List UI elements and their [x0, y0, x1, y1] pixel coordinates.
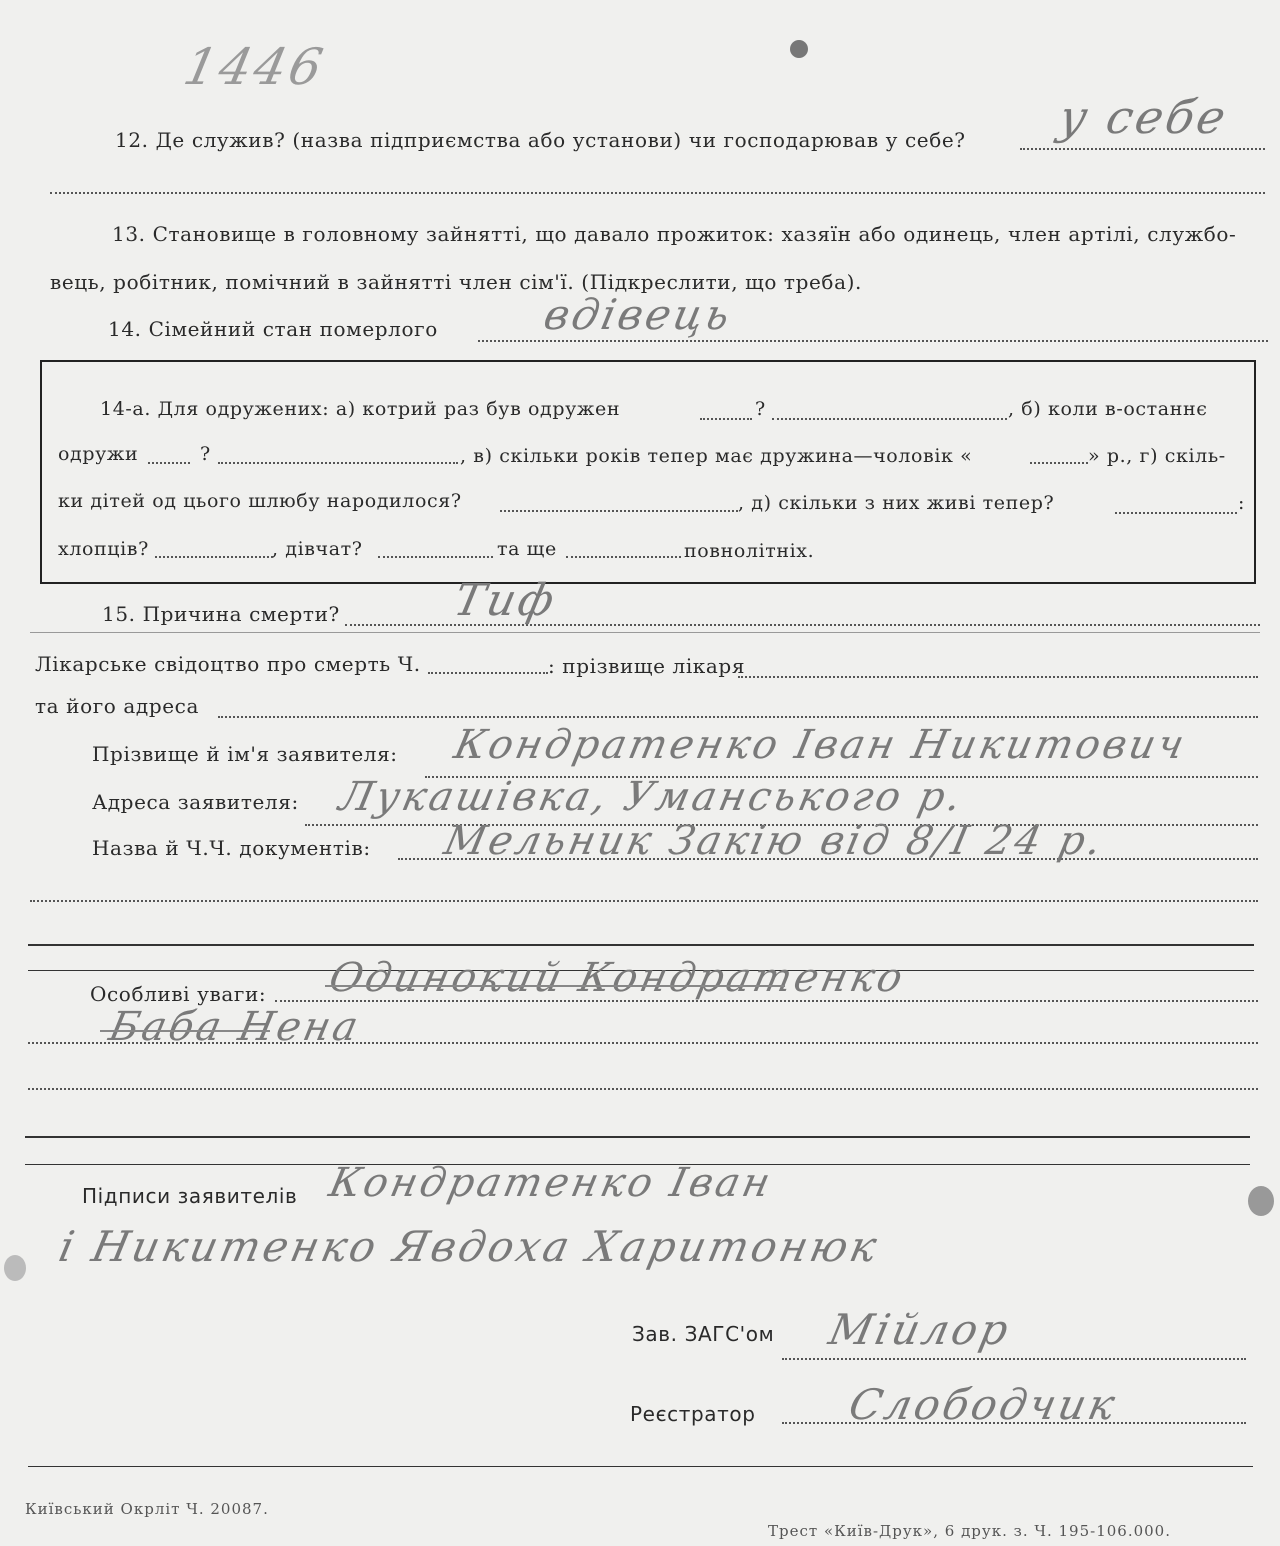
q14a-line1b: , б) коли в-останнє — [1008, 398, 1208, 420]
q15-value: Тиф — [449, 575, 562, 626]
signatures-value-1: Кондратенко Іван — [325, 1160, 777, 1206]
registrar-label: Реєстратор — [630, 1402, 756, 1426]
applicant-addr-value: Лукашівка, Уманського р. — [335, 774, 969, 820]
q14a-dots — [772, 418, 1007, 420]
applicant-name-value: Кондратенко Іван Никитович — [450, 722, 1191, 768]
q14a-q1: ? — [755, 398, 766, 420]
documents-label: Назва й Ч.Ч. документів: — [92, 836, 371, 860]
q14a-dots — [500, 510, 738, 512]
corner-note: 1446 — [178, 38, 331, 96]
strike-through — [100, 1030, 270, 1032]
q12-value: у себе — [1054, 90, 1234, 144]
signatures-label: Підписи заявителів — [82, 1184, 298, 1208]
doctor-label-2: : прізвище лікаря — [548, 654, 746, 678]
q12-label: 12. Де служив? (назва підприємства або установи) чи господарював у себе? — [115, 128, 966, 152]
q14a-line3a: ки дітей од цього шлюбу народилося? — [58, 490, 462, 512]
q14a-line3c: : — [1238, 492, 1246, 514]
q14a-dots — [700, 418, 752, 420]
q14a-line2b: , в) скільки років тепер має дружина—чоловік « — [460, 445, 973, 467]
signatures-value-2: і Никитенко Явдоха Харитонюк — [54, 1222, 884, 1271]
documents-line-2 — [30, 900, 1258, 902]
doctor-label: Лікарське свідоцтво про смерть Ч. — [35, 652, 421, 676]
q14a-dots — [1115, 512, 1237, 514]
q12-line — [1020, 148, 1265, 150]
q14-line — [478, 340, 1268, 342]
q14-label: 14. Сімейний стан померлого — [108, 317, 438, 341]
married-box — [40, 360, 1256, 584]
q12-line-2 — [50, 192, 1265, 194]
strike-through — [325, 985, 785, 987]
q14a-dots — [155, 556, 273, 558]
divider — [28, 1466, 1253, 1467]
special-value-2: Баба Нена — [105, 1004, 365, 1050]
applicant-addr-label: Адреса заявителя: — [92, 790, 299, 814]
special-label: Особливі уваги: — [90, 982, 267, 1006]
q14a-line3b: , д) скільки з них живі тепер? — [738, 492, 1055, 514]
ink-spot — [4, 1255, 26, 1281]
applicant-name-label: Прізвище й ім'я заявителя: — [92, 742, 398, 766]
q14a-dots — [566, 556, 681, 558]
q14a-line4d: повнолітніх. — [684, 540, 815, 562]
special-value-1: Одинокий Кондратенко — [325, 955, 910, 1001]
zags-line — [782, 1358, 1246, 1360]
q14a-dots — [1030, 462, 1088, 464]
q14a-q2: ? — [200, 443, 211, 465]
q13-line2: вець, робітник, помічний в зайнятті член сім'ї. (Підкреслити, що треба). — [50, 270, 862, 294]
zags-value: Мійлор — [824, 1305, 1016, 1354]
q14a-line2a: одружи — [58, 443, 139, 465]
q14a-line4c: та ще — [497, 538, 557, 560]
q14a-line2c: » р., г) скіль- — [1088, 445, 1226, 467]
q15-line-2 — [30, 632, 1260, 633]
special-line-3 — [28, 1088, 1258, 1090]
registrar-value: Слободчик — [844, 1380, 1123, 1429]
q13-line1: 13. Становище в головному зайнятті, що давало прожиток: хазяїн або одинець, член артілі, службо- — [112, 222, 1237, 246]
divider — [28, 944, 1254, 946]
q14a-line1a: 14-а. Для одружених: а) котрий раз був одружен — [100, 398, 621, 420]
q14-value: вдівець — [539, 290, 738, 339]
footer-left: Київський Окрліт Ч. 20087. — [25, 1500, 269, 1518]
documents-value: Мельник Закію від 8/I 24 р. — [440, 818, 1109, 864]
divider — [25, 1136, 1250, 1138]
doctor-addr-label: та його адреса — [35, 694, 199, 718]
footer-right: Трест «Київ-Друк», 6 друк. з. Ч. 195-106.000. — [768, 1522, 1171, 1540]
q14a-line4a: хлопців? — [58, 538, 149, 560]
ink-spot — [790, 40, 808, 58]
doctor-addr-line — [218, 716, 1258, 718]
q14a-dots — [148, 462, 190, 464]
doctor-number-line — [428, 672, 548, 674]
q14a-dots — [218, 462, 458, 464]
ink-spot — [1248, 1186, 1274, 1216]
doctor-name-line — [738, 676, 1258, 678]
zags-label: Зав. ЗАГС'ом — [632, 1322, 775, 1346]
q15-label: 15. Причина смерти? — [102, 602, 340, 626]
q14a-line4b: , дівчат? — [272, 538, 363, 560]
q14a-dots — [378, 556, 493, 558]
